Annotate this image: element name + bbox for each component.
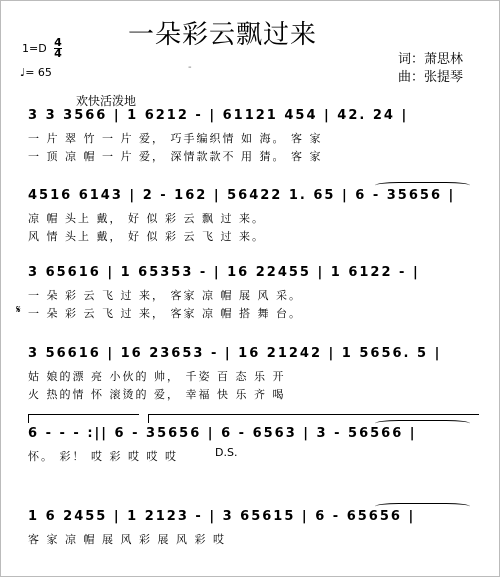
composer-credit: 曲：张提琴: [398, 70, 464, 85]
title-mark: -: [188, 62, 192, 73]
lyric-verse-2: 风 情 头上 戴， 好 似 彩 云 飞 过 来。: [28, 230, 265, 243]
tempo-marking: ♩= 65: [20, 66, 52, 79]
notation-line: 4516 6143 | 2 - 162 | 56422 1. 65 | 6 - 35656 |: [28, 188, 456, 203]
notation-line: 3 56616 | 16 23653 - | 16 21242 | 1 5656. 5 |: [28, 346, 442, 361]
ending-bracket-1: [28, 414, 139, 423]
key-signature: 1=D: [22, 42, 47, 55]
lyric-verse-2: 一 顶 凉 帽 一 片 爱， 深情款款不 用 猜。 客 家: [28, 150, 323, 163]
expression-marking: 欢快活泼地: [76, 94, 137, 108]
lyric-verse-2: 一 朵 彩 云 飞 过 来， 客家 凉 帽 搭 舞 台。: [28, 307, 302, 320]
segno-icon: 𝄋: [16, 303, 21, 316]
lyricist-credit: 词：萧思林: [398, 52, 464, 67]
song-title: 一朵彩云飘过来: [128, 20, 318, 50]
dal-segno-mark: D.S.: [215, 446, 238, 459]
lyric-verse-1: 一 朵 彩 云 飞 过 来， 客家 凉 帽 展 风 采。: [28, 289, 302, 302]
lyric-verse-1: 客 家 凉 帽 展 风 彩 展 风 彩 哎: [28, 533, 226, 546]
notation-line: 6 - - - :|| 6 - 35656 | 6 - 6563 | 3 - 56566 |: [28, 426, 417, 441]
time-sig-top: 4: [54, 36, 62, 49]
lyric-verse-1: 一 片 翠 竹 一 片 爱， 巧手编织情 如 海。 客 家: [28, 132, 323, 145]
lyric-verse-2: 火 热的情 怀 滚烫的 爱， 幸福 快 乐 齐 喝: [28, 388, 286, 401]
lyric-verse-1: 凉 帽 头上 戴， 好 似 彩 云 飘 过 来。: [28, 212, 265, 225]
time-sig-bottom: 4: [54, 47, 62, 60]
notation-line: 1 6 2455 | 1 2123 - | 3 65615 | 6 - 65656 |: [28, 509, 416, 524]
lyric-verse-1: 姑 娘的漂 亮 小伙的 帅， 千姿 百 态 乐 开: [28, 370, 286, 383]
time-signature: [54, 38, 62, 59]
lyric-verse-1: 怀。 彩！ 哎 彩 哎 哎 哎: [28, 450, 178, 463]
notation-line: 3 65616 | 1 65353 - | 16 22455 | 1 6122 - |: [28, 265, 420, 280]
notation-line: 3 3 3566 | 1 6212 - | 61121 454 | 42. 24 |: [28, 108, 409, 123]
